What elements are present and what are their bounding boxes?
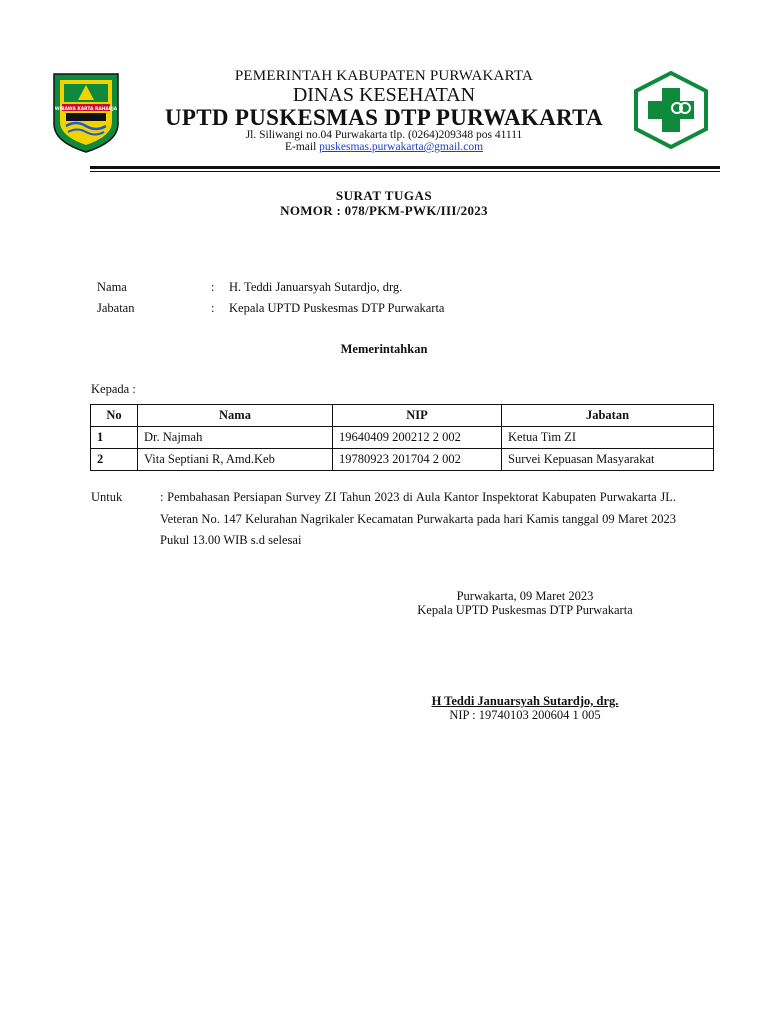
recipients-label: Kepada : bbox=[91, 382, 136, 396]
puskesmas-logo bbox=[630, 70, 712, 150]
letterhead-government: PEMERINTAH KABUPATEN PURWAKARTA bbox=[234, 68, 534, 84]
purpose-text: : Pembahasan Persiapan Survey ZI Tahun 2023 di Aula Kantor Inspektorat Kabupaten Purwakarta JL. Veteran No. 147 Kelurahan Nagrikaler Kecamatan Purwakarta pada hari Kamis tanggal 09 Maret 2023 Pukul 13.00 WIB s.d selesai bbox=[160, 490, 676, 547]
issuer-position-value: Kepala UPTD Puskesmas DTP Purwakarta bbox=[229, 301, 445, 315]
letterhead-email-line bbox=[150, 141, 618, 153]
cell-jabatan: Survei Kepuasan Masyarakat bbox=[502, 449, 714, 471]
signatory-name: H Teddi Januarsyah Sutardjo, drg. bbox=[431, 694, 619, 708]
emblem-motto: WIBAWA KARTA RAHARJA bbox=[54, 106, 118, 112]
issuer-position-colon: : bbox=[211, 301, 215, 315]
cell-nip: 19780923 201704 2 002 bbox=[333, 449, 502, 471]
letterhead-institution: UPTD PUSKESMAS DTP PURWAKARTA bbox=[165, 105, 603, 130]
staff-table bbox=[90, 404, 714, 471]
command-heading: Memerintahkan bbox=[340, 342, 428, 356]
letterhead-divider-thick bbox=[90, 166, 720, 169]
header-nip: NIP bbox=[333, 405, 502, 427]
table-row bbox=[91, 427, 714, 449]
header-jabatan: Jabatan bbox=[502, 405, 714, 427]
header-nama: Nama bbox=[138, 405, 333, 427]
cell-no: 2 bbox=[91, 449, 138, 471]
signature-position: Kepala UPTD Puskesmas DTP Purwakarta bbox=[417, 603, 633, 617]
table-row bbox=[91, 449, 714, 471]
cell-nama: Dr. Najmah bbox=[138, 427, 333, 449]
purpose-label: Untuk bbox=[91, 490, 123, 504]
cell-jabatan: Ketua Tim ZI bbox=[502, 427, 714, 449]
header-no: No bbox=[91, 405, 138, 427]
email-label: E-mail bbox=[284, 141, 317, 153]
cell-no: 1 bbox=[91, 427, 138, 449]
letterhead-divider-thin bbox=[90, 171, 720, 172]
issuer-name-value: H. Teddi Januarsyah Sutardjo, drg. bbox=[229, 280, 403, 294]
email-link[interactable]: puskesmas.purwakarta@gmail.com bbox=[319, 141, 484, 153]
letterhead-address: Jl. Siliwangi no.04 Purwakarta tlp. (0264)209348 pos 41111 bbox=[245, 129, 523, 141]
table-header-row bbox=[91, 405, 714, 427]
issuer-position-label: Jabatan bbox=[97, 301, 135, 315]
purwakarta-emblem-logo bbox=[50, 68, 122, 154]
cell-nip: 19640409 200212 2 002 bbox=[333, 427, 502, 449]
signatory-nip: NIP : 19740103 200604 1 005 bbox=[449, 708, 601, 722]
document-number: NOMOR : 078/PKM-PWK/III/2023 bbox=[280, 203, 488, 218]
letterhead-agency: DINAS KESEHATAN bbox=[292, 84, 476, 106]
document-title: SURAT TUGAS bbox=[335, 188, 433, 203]
issuer-name-label: Nama bbox=[97, 280, 127, 294]
issuer-name-colon: : bbox=[211, 280, 215, 294]
cell-nama: Vita Septiani R, Amd.Keb bbox=[138, 449, 333, 471]
signature-place-date: Purwakarta, 09 Maret 2023 bbox=[456, 589, 594, 603]
